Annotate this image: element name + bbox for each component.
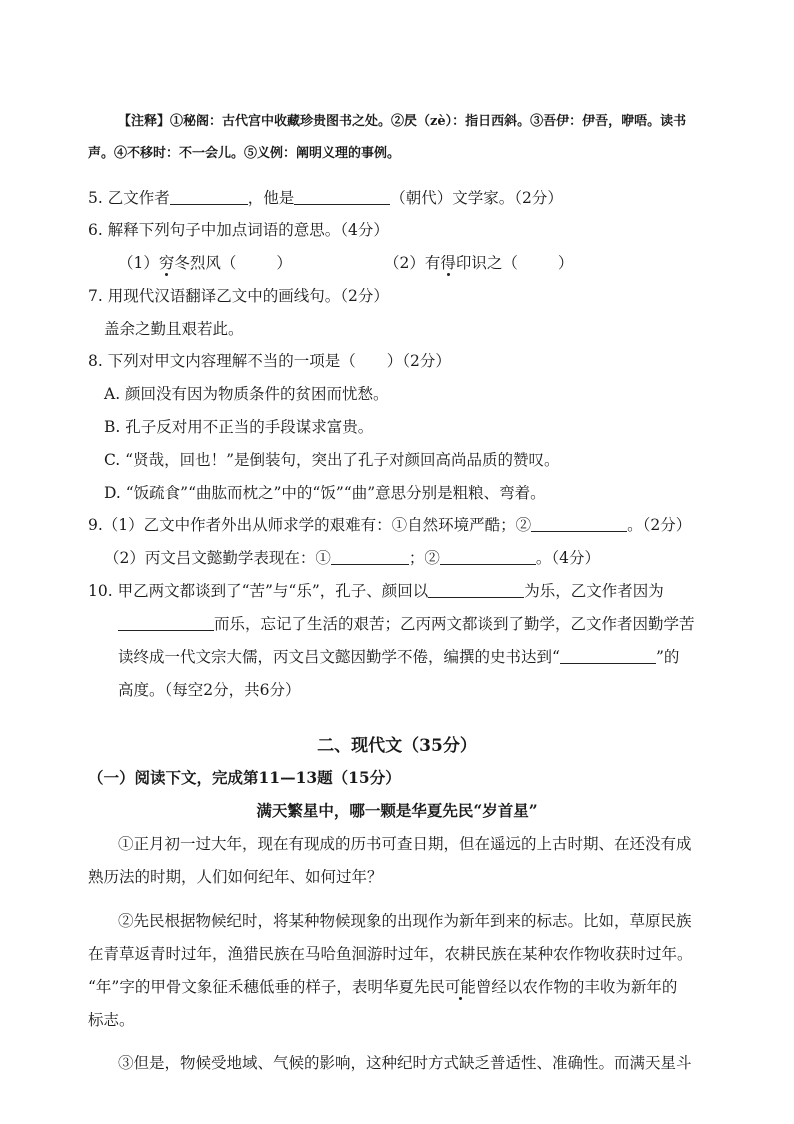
- option-c[interactable]: C. “贤哉，回也！”是倒装句，突出了孔子对颜回高尚品质的赞叹。: [104, 451, 560, 469]
- question-10-line-4: 高度。（每空2分，共6分）: [118, 681, 301, 699]
- dotted-word: 可能: [444, 978, 476, 996]
- article-p1-line-1: ①正月初一过大年，现在有现成的历书可查日期，但在遥远的上古时期、在还没有成: [118, 835, 692, 853]
- answer-blank-6-2[interactable]: [518, 254, 558, 270]
- q6-i2-post: 印识之（: [455, 254, 518, 272]
- question-9-part-1: [88, 514, 691, 536]
- article-p2-line-1: ②先民根据物候纪时，将某种物候现象的出现作为新年到来的标志。比如，草原民族: [118, 912, 692, 930]
- answer-blank-10-1[interactable]: [428, 581, 524, 598]
- q9-p2-text-b: ；②: [408, 549, 440, 567]
- answer-blank-dynasty[interactable]: [294, 188, 390, 205]
- question-7-stem: 7. 用现代汉语翻译乙文中的画线句。（2分）: [88, 287, 389, 305]
- answer-blank-9-2a[interactable]: [331, 548, 409, 565]
- answer-blank-10-2[interactable]: [118, 614, 214, 631]
- question-9-part-2: [104, 547, 600, 569]
- p2l3-text-a: “年”字的甲骨文象征禾穗低垂的样子，表明华夏先民: [88, 978, 445, 996]
- article-p1-line-2: 熟历法的时期，人们如何纪年、如何过年？: [88, 868, 383, 886]
- question-5: [88, 187, 563, 209]
- option-d[interactable]: D. “饭疏食”“曲肱而枕之”中的“饭”“曲”意思分别是粗粮、弯着。: [104, 484, 546, 502]
- article-title: 满天繁星中，哪一颗是华夏先民“岁首星”: [256, 801, 538, 820]
- answer-blank-9-2b[interactable]: [440, 548, 536, 565]
- question-6-stem: 6. 解释下列句子中加点词语的意思。（4分）: [88, 221, 389, 239]
- answer-blank-6-1[interactable]: [236, 254, 276, 270]
- dotted-word: 得: [440, 254, 456, 272]
- q10-l2-text: 而乐，忘记了生活的艰苦；乙丙两文都谈到了勤学，乙文作者因勤学苦: [214, 615, 695, 633]
- q9-p1-text-b: 。（2分）: [627, 516, 692, 534]
- q10-l3-text-a: 读终成一代文宗大儒，丙文吕文懿因勤学不倦，编撰的史书达到“: [118, 648, 560, 666]
- question-10-line-3: [118, 646, 679, 668]
- answer-blank-10-3[interactable]: [560, 647, 656, 664]
- article-p2-line-3: [88, 976, 677, 998]
- section-subtitle: （一）阅读下文，完成第11—13题（15分）: [88, 768, 401, 787]
- q6-i2-close: ）: [557, 254, 574, 272]
- question-10-line-1: [88, 580, 664, 602]
- option-a[interactable]: A. 颜回没有因为物质条件的贫困而忧愁。: [104, 385, 389, 403]
- q10-l1-text-a: 10. 甲乙两文都谈到了“苦”与“乐”，孔子、颜回以: [88, 582, 429, 600]
- article-p2-line-2: 在青草返青时过年，渔猎民族在马哈鱼洄游时过年，农耕民族在某种农作物收获时过年。: [88, 945, 693, 963]
- option-b[interactable]: B. 孔子反对用不正当的手段谋求富贵。: [104, 418, 374, 436]
- q6-i1-close: ）: [276, 254, 292, 272]
- question-6-item-1: [118, 252, 292, 274]
- q5-text-c: （朝代）文学家。（2分）: [390, 189, 563, 207]
- q5-text-a: 5. 乙文作者: [88, 189, 170, 207]
- question-10-line-2: [118, 613, 695, 635]
- question-6-item-2: [384, 252, 573, 274]
- q9-p1-text-a: 9.（1）乙文中作者外出从师求学的艰难有：①自然环境严酷；②: [88, 516, 532, 534]
- q9-p2-text-a: （2）丙文吕文懿勤学表现在：①: [104, 549, 331, 567]
- answer-blank-author[interactable]: [170, 188, 248, 205]
- answer-blank-9-1[interactable]: [531, 515, 627, 532]
- question-7-sentence: 盖余之勤且艰若此。: [104, 320, 244, 338]
- article-p2-line-4: 标志。: [88, 1011, 135, 1029]
- q10-l1-text-b: 为乐，乙文作者因为: [524, 582, 664, 600]
- question-8-stem: 8. 下列对甲文内容理解不当的一项是（ ）（2分）: [88, 352, 451, 370]
- note-line-2: 声。④不移时：不一会儿。⑤义例：阐明义理的事例。: [88, 146, 401, 161]
- q6-i1-post: 冬烈风（: [174, 254, 237, 272]
- q6-i2-pre: （2）有: [384, 254, 441, 272]
- article-p3-line-1: ③但是，物候受地域、气候的影响，这种纪时方式缺乏普适性、准确性。而满天星斗: [118, 1054, 692, 1072]
- note-line-1: 【注释】①秘阁：古代宫中收藏珍贵图书之处。②昃（zè）：指日西斜。③吾伊：伊吾，咿唔。读书: [118, 114, 687, 129]
- p2l3-text-b: 曾经以农作物的丰收为新年的: [475, 978, 678, 996]
- q9-p2-text-c: 。（4分）: [535, 549, 601, 567]
- q5-text-b: ，他是: [247, 189, 295, 207]
- q6-i1-pre: （1）: [118, 254, 159, 272]
- section-title: 二、现代文（35分）: [317, 736, 477, 756]
- q10-l3-text-b: ”的: [655, 648, 680, 666]
- dotted-word: 穷: [158, 254, 175, 272]
